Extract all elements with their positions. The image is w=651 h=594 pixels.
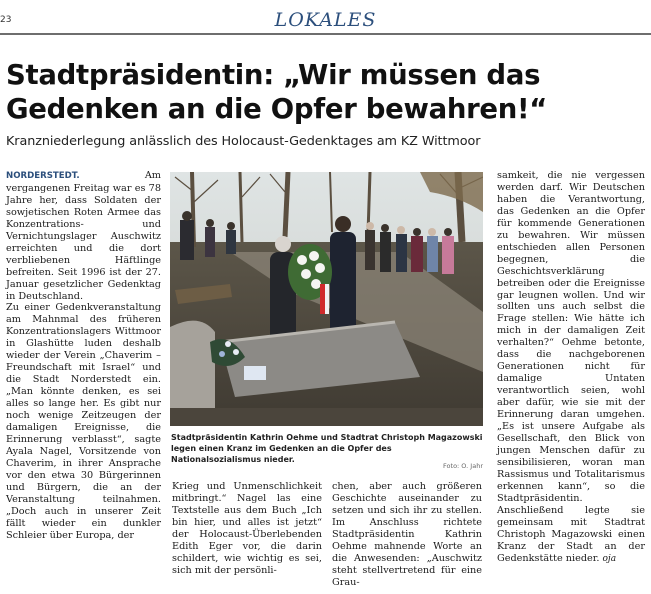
column-4-paragraph-1: samkeit, die nie vergessen werden darf. Wir Deutschen haben die Verantwortung, das Gedenken an die Opfer für kommende Generationen zu bewahren. Wir müssen entschieden allen Personen begegnen, die Geschichtsverklärung betreiben oder die Ereignisse gar leugnen wollen. Und wir sollten uns auch selbst die Frage stellen: Wie hätte ich mich in der damaligen Zeit verhalten?“ Oehme betonte, dass die nachgeborenen Generationen nicht für damalige Untaten verantwortlich seien, wohl aber dafür, wie sie mit der Erinnerung daran umgehen. „Es ist unsere Aufgabe als Gesellschaft, den Blick von jungen Menschen dafür zu sensibilisieren, woran man Rassismus und Totalitarismus erkennen kann“, so die Stadtpräsidentin.	[497, 170, 645, 504]
column-3-text: chen, aber auch größeren Geschichte auseinander zu setzen und sich ihr zu stellen. Im Anschluss richtete Stadtpräsidentin Kathrin Oehme mahnende Worte an die Anwesenden: „Auschwitz steht stellvertretend für eine Grau-	[332, 481, 482, 588]
dateline: NORDERSTEDT.	[6, 171, 80, 181]
photo-caption: Stadtpräsidentin Kathrin Oehme und Stadtrat Christoph Magazowski legen einen Kranz im Gedenken an die Opfer des Nationalsozialismus nieder.	[171, 433, 483, 464]
candle	[244, 366, 266, 380]
column-2	[172, 481, 322, 577]
column-1	[6, 170, 161, 542]
column-3	[332, 481, 482, 589]
event-photo	[170, 172, 483, 426]
paragraph-2: Zu einer Gedenkveranstaltung am Mahnmal des früheren Konzentrationslagers Wittmoor in Glashütte luden deshalb wieder der Verein „Chaverim – Freundschaft mit Israel“ und die Stadt Norderstedt ein. „Man könnte denken, es sei alles so lange her. Es gibt nur noch wenige Zeitzeugen der damaligen Ereignisse, die Erinnerung verblasst“, sagte Ayala Nagel, Vorsitzende von Chaverim, in ihrer Ansprache vor den etwa 30 Bürgerinnen und Bürgern, die an der Veranstaltung teilnahmen. „Doch auch in unserer Zeit fällt wieder ein dunkler Schleier über Europa, der	[6, 302, 161, 541]
column-4-paragraph-2	[497, 505, 645, 566]
headline: Stadtpräsidentin: „Wir müssen das Gedenken an die Opfer bewahren!“	[6, 59, 548, 125]
paragraph-1-text: Am vergangenen Freitag war es 78 Jahre her, dass Soldaten der sowjetischen Roten Armee das Konzentrations- und Vernichtungslager Auschwitz erreichten und die dort verbliebenen Häftlinge befreiten. Seit 1996 ist der 27. Januar gesetzlicher Gedenktag in Deutschland.	[6, 170, 161, 302]
column-4-paragraph-2-text: Anschließend legte sie gemeinsam mit Stadtrat Christoph Magazowski einen Kranz der Stadt an der Gedenkstätte nieder.	[497, 504, 645, 564]
page-number: 23	[0, 15, 12, 25]
photo-credit: Foto: O. Jahr	[443, 462, 483, 470]
foreground-wall	[170, 408, 483, 426]
column-2-text: Krieg und Unmenschlichkeit mitbringt.“ Nagel las eine Textstelle aus dem Buch „Ich bin hier, und alles ist jetzt“ der Holocaust-Überlebenden Edith Eger vor, die darin schildert, wie wichtig es sei, sich mit der persönli-	[172, 481, 322, 576]
column-4	[497, 170, 645, 565]
header-rule	[0, 33, 651, 35]
subheadline: Kranzniederlegung anlässlich des Holocaust-Gedenktages am KZ Wittmoor	[6, 134, 481, 149]
section-title: LOKALES	[274, 9, 377, 31]
paragraph-1	[6, 170, 161, 302]
author-initials: oja	[602, 553, 617, 564]
